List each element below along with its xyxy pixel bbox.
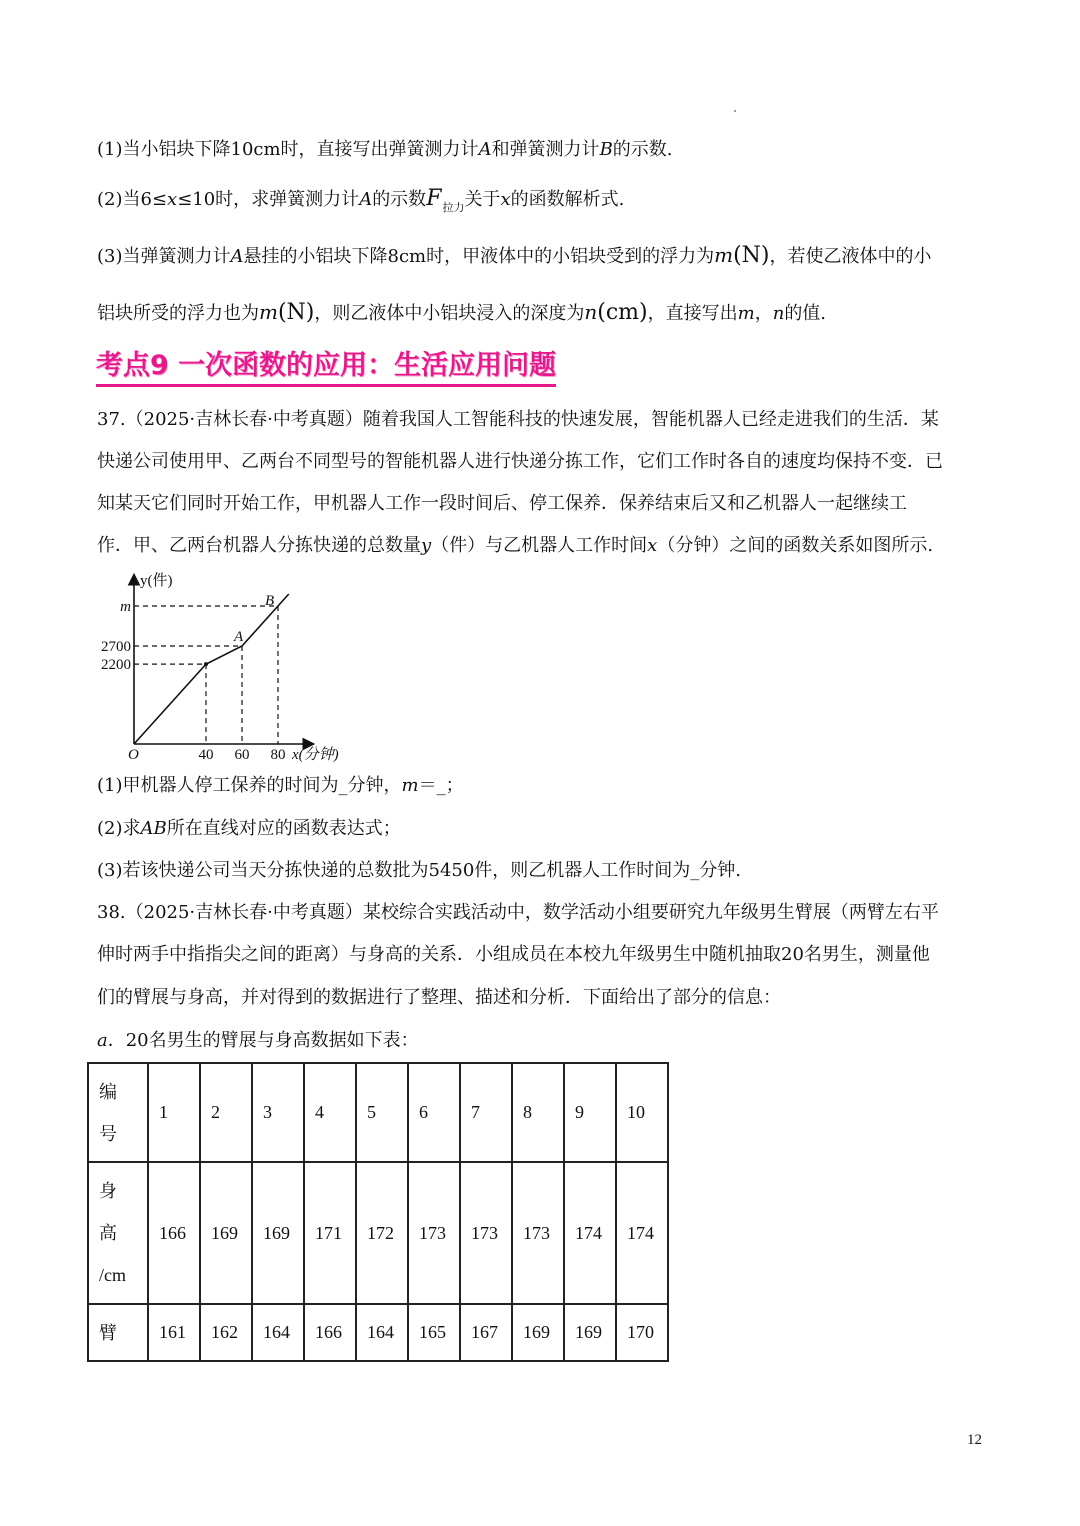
- id-cell: 1: [148, 1063, 200, 1162]
- q37-line1: 37.（2025·吉林长春·中考真题）随着我国人工智能科技的快速发展，智能机器人已经走进我们的生活．某: [97, 409, 939, 430]
- q37-sub3: (3)若该快递公司当天分拣快递的总数批为5450件，则乙机器人工作时间为_分钟.: [97, 860, 742, 881]
- q37-line3: 知某天它们同时开始工作，甲机器人工作一段时间后、停工保养．保养结束后又和乙机器人一起继续工: [97, 493, 907, 514]
- q37-line4: 作．甲、乙两台机器人分拣快递的总数量y（件）与乙机器人工作时间x（分钟）之间的函数关系如图所示.: [97, 535, 934, 556]
- height-cell: 166: [148, 1162, 200, 1304]
- q38-line3: 们的臂展与身高，并对得到的数据进行了整理、描述和分析．下面给出了部分的信息：: [97, 987, 781, 1008]
- id-cell: 4: [304, 1063, 356, 1162]
- id-cell: 6: [408, 1063, 460, 1162]
- id-cell: 10: [616, 1063, 668, 1162]
- header-cell-arm: 臂: [88, 1304, 148, 1361]
- x-axis-label: x(分钟): [292, 747, 339, 763]
- table-row-arm: [88, 1304, 668, 1361]
- arm-height-table: [87, 1062, 669, 1362]
- arm-cell: 169: [564, 1304, 616, 1361]
- q37-sub2: (2)求AB所在直线对应的函数表达式；: [97, 818, 401, 839]
- q36-part1: (1)当小铝块下降10cm时，直接写出弹簧测力计A和弹簧测力计B的示数.: [97, 139, 673, 160]
- header-cell-height: 身 高 /cm: [88, 1162, 148, 1304]
- q38-line4: a．20名男生的臂展与身高数据如下表：: [97, 1030, 419, 1051]
- section-heading: 考点9 一次函数的应用：生活应用问题: [96, 348, 556, 387]
- x-tick-40: 40: [198, 747, 214, 763]
- id-cell: 3: [252, 1063, 304, 1162]
- q38-line2: 伸时两手中指指尖之间的距离）与身高的关系．小组成员在本校九年级男生中随机抽取20名男生，测量他: [97, 944, 930, 965]
- y-tick-m: m: [120, 599, 131, 615]
- height-cell: 173: [512, 1162, 564, 1304]
- series-line: [134, 594, 289, 744]
- bend-point: [204, 662, 208, 666]
- table-row-id: [88, 1063, 668, 1162]
- arm-cell: 162: [200, 1304, 252, 1361]
- y-tick-2700: 2700: [101, 639, 131, 655]
- height-cell: 174: [564, 1162, 616, 1304]
- q37-line2: 快递公司使用甲、乙两台不同型号的智能机器人进行快递分拣工作，它们工作时各自的速度均保持不变．已: [97, 451, 943, 472]
- point-label-a: A: [234, 629, 244, 645]
- height-cell: 171: [304, 1162, 356, 1304]
- y-tick-2200: 2200: [101, 657, 131, 674]
- q36-part2: (2)当6≤x≤10时，求弹簧测力计A的示数$F_{拉力}$关于x的函数解析式.: [97, 186, 625, 214]
- arm-cell: 165: [408, 1304, 460, 1361]
- scan-speck: [734, 110, 736, 112]
- x-tick-60: 60: [234, 747, 250, 763]
- id-cell: 5: [356, 1063, 408, 1162]
- arm-cell: 170: [616, 1304, 668, 1361]
- point-label-b: B: [265, 593, 275, 609]
- height-cell: 169: [252, 1162, 304, 1304]
- origin-label: O: [128, 747, 139, 763]
- y-axis-label: y(件): [140, 573, 173, 589]
- height-cell: 169: [200, 1162, 252, 1304]
- table-row-height: [88, 1162, 668, 1304]
- q36-part3-line2: 铝块所受的浮力也为m(N)，则乙液体中小铝块浸入的深度为n(cm)，直接写出m，n的值.: [97, 300, 827, 325]
- x-tick-80: 80: [270, 747, 286, 763]
- arm-cell: 164: [356, 1304, 408, 1361]
- id-cell: 7: [460, 1063, 512, 1162]
- id-cell: 9: [564, 1063, 616, 1162]
- id-cell: 8: [512, 1063, 564, 1162]
- function-graph: [92, 566, 367, 766]
- arm-cell: 164: [252, 1304, 304, 1361]
- id-cell: 2: [200, 1063, 252, 1162]
- arm-cell: 169: [512, 1304, 564, 1361]
- q36-part3-line1: (3)当弹簧测力计A悬挂的小铝块下降8cm时，甲液体中的小铝块受到的浮力为m(N)，若使乙液体中的小: [97, 243, 932, 268]
- arm-cell: 161: [148, 1304, 200, 1361]
- q38-line1: 38.（2025·吉林长春·中考真题）某校综合实践活动中，数学活动小组要研究九年级男生臂展（两臂左右平: [97, 902, 939, 923]
- height-cell: 174: [616, 1162, 668, 1304]
- height-cell: 173: [408, 1162, 460, 1304]
- page-number: 12: [967, 1432, 982, 1448]
- height-cell: 173: [460, 1162, 512, 1304]
- arm-cell: 166: [304, 1304, 356, 1361]
- q37-sub1: (1)甲机器人停工保养的时间为_分钟，m＝_；: [97, 775, 464, 796]
- arm-cell: 167: [460, 1304, 512, 1361]
- header-cell-id: 编 号: [88, 1063, 148, 1162]
- height-cell: 172: [356, 1162, 408, 1304]
